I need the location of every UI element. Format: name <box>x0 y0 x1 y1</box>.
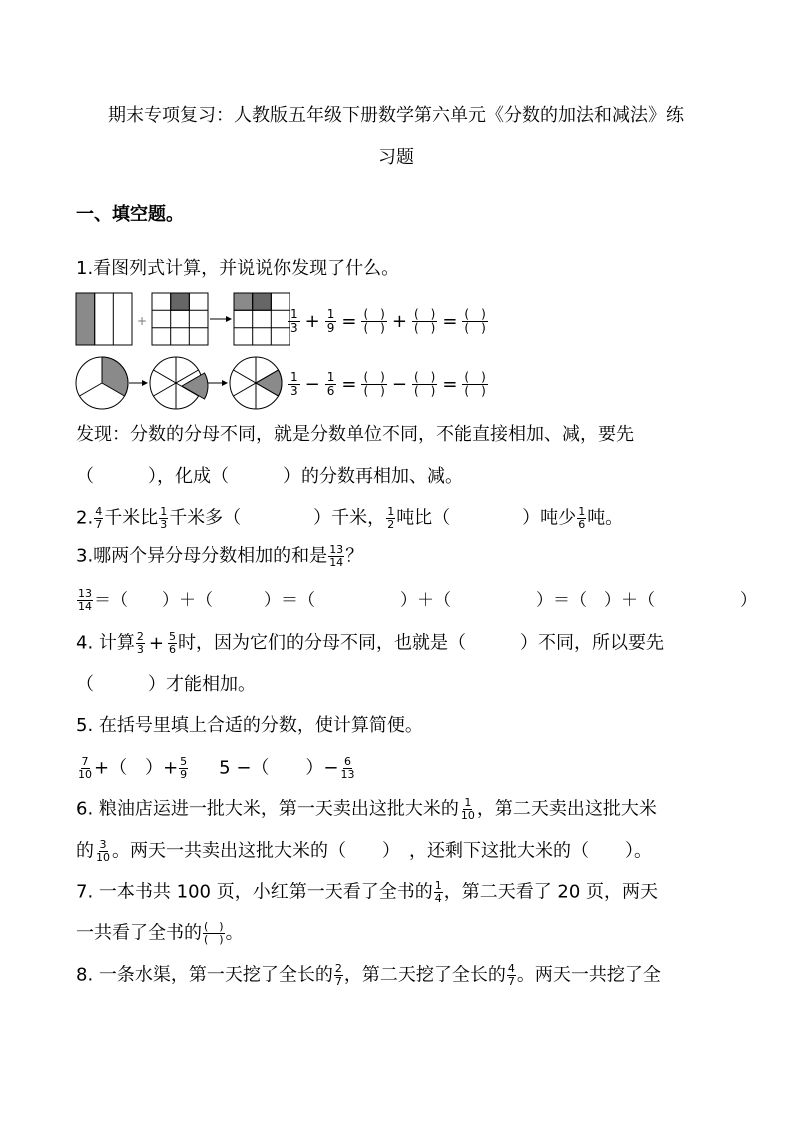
answer-blank[interactable]: ( ) ( ) <box>363 307 385 335</box>
rect-result-figure <box>234 293 290 345</box>
question-6-line-2: 的 $\frac{3}{10}$ 。两天一共卖出这批大米的（ ） ，还剩下这批大米的（ ）。 <box>76 838 652 864</box>
q1-equation-add: $\frac{1}{3}$ + $\frac{1}{9}$ = ( ) ( ) + ( ) ( ) = ( ) ( ) <box>290 307 486 335</box>
circle-result-figure <box>230 357 282 409</box>
arrow-right-icon <box>129 380 148 386</box>
circle-thirds-figure <box>76 357 128 409</box>
question-8-line-1: 8. 一条水渠，第一天挖了全长的 $\frac{2}{7}$ ，第二天挖了全长的 $\frac{4}{7}$ 。两天一共挖了全 <box>76 962 661 988</box>
q1-discovery-line-2: （ ），化成（ ）的分数再相加、减。 <box>76 466 463 487</box>
q1-discovery-line-1: 发现：分数的分母不同，就是分数单位不同，不能直接相加、减，要先 <box>76 424 634 445</box>
question-2: 2. $\frac{4}{7}$ 千米比 $\frac{1}{3}$ 千米多（ ）千米， $\frac{1}{2}$ 吨比（ ）吨少 $\frac{1}{6}$ 吨。 <box>76 505 624 531</box>
answer-blank[interactable]: ( ) ( ) <box>204 920 224 946</box>
arrow-right-icon <box>210 316 232 322</box>
q1-equation-subtract: $\frac{1}{3}$ − $\frac{1}{6}$ = ( ) ( ) − ( ) ( ) = ( ) ( ) <box>290 370 486 398</box>
title-line-1: 期末专项复习：人教版五年级下册数学第六单元《分数的加法和减法》练 <box>108 105 684 126</box>
title-line-2: 习题 <box>378 147 414 168</box>
answer-blank[interactable]: ( ) ( ) <box>464 370 486 398</box>
fraction-figures <box>74 290 290 418</box>
rect-thirds-figure <box>76 293 132 345</box>
question-5-prompt: 5. 在括号里填上合适的分数，使计算简便。 <box>76 715 423 736</box>
question-3-equation: $\frac{13}{14}$ ＝（ ）＋（ ）＝（ ）＋（ ）＝（ ）＋（ ） <box>78 587 757 613</box>
question-6-line-1: 6. 粮油店运进一批大米，第一天卖出这批大米的 $\frac{1}{10}$ ，第二天卖出这批大米 <box>76 796 657 822</box>
answer-blank[interactable]: ( ) ( ) <box>363 370 385 398</box>
question-7-line-2: 一共看了全书的 ( ) ( ) 。 <box>76 920 244 946</box>
circle-sixths-figure <box>150 357 208 409</box>
rect-ninths-figure <box>152 293 208 345</box>
question-1-prompt: 1.看图列式计算，并说说你发现了什么。 <box>76 258 400 279</box>
section-heading-fill-blank: 一、填空题。 <box>76 204 184 225</box>
answer-blank[interactable]: ( ) ( ) <box>413 370 436 398</box>
figure-plus-sign: + <box>137 314 148 328</box>
question-4-line-2: （ ）才能相加。 <box>76 674 256 695</box>
answer-blank[interactable]: ( ) ( ) <box>464 307 486 335</box>
answer-blank[interactable]: ( ) ( ) <box>413 307 436 335</box>
question-3: 3.哪两个异分母分数相加的和是 $\frac{13}{14}$ ？ <box>76 543 364 569</box>
question-7-line-1: 7. 一本书共 100 页，小红第一天看了全书的 $\frac{1}{4}$ ，第二天看了 20 页，两天 <box>76 879 659 905</box>
question-4: 4. 计算 $\frac{2}{3}$ + $\frac{5}{6}$ 时，因为它们的分母不同，也就是（ ）不同，所以要先 <box>76 630 664 656</box>
question-5-expressions: $\frac{7}{10}$ +（ ）+ $\frac{5}{9}$ 5 −（ ）− $\frac{6}{13}$ <box>78 755 355 781</box>
arrow-right-icon <box>208 380 228 386</box>
